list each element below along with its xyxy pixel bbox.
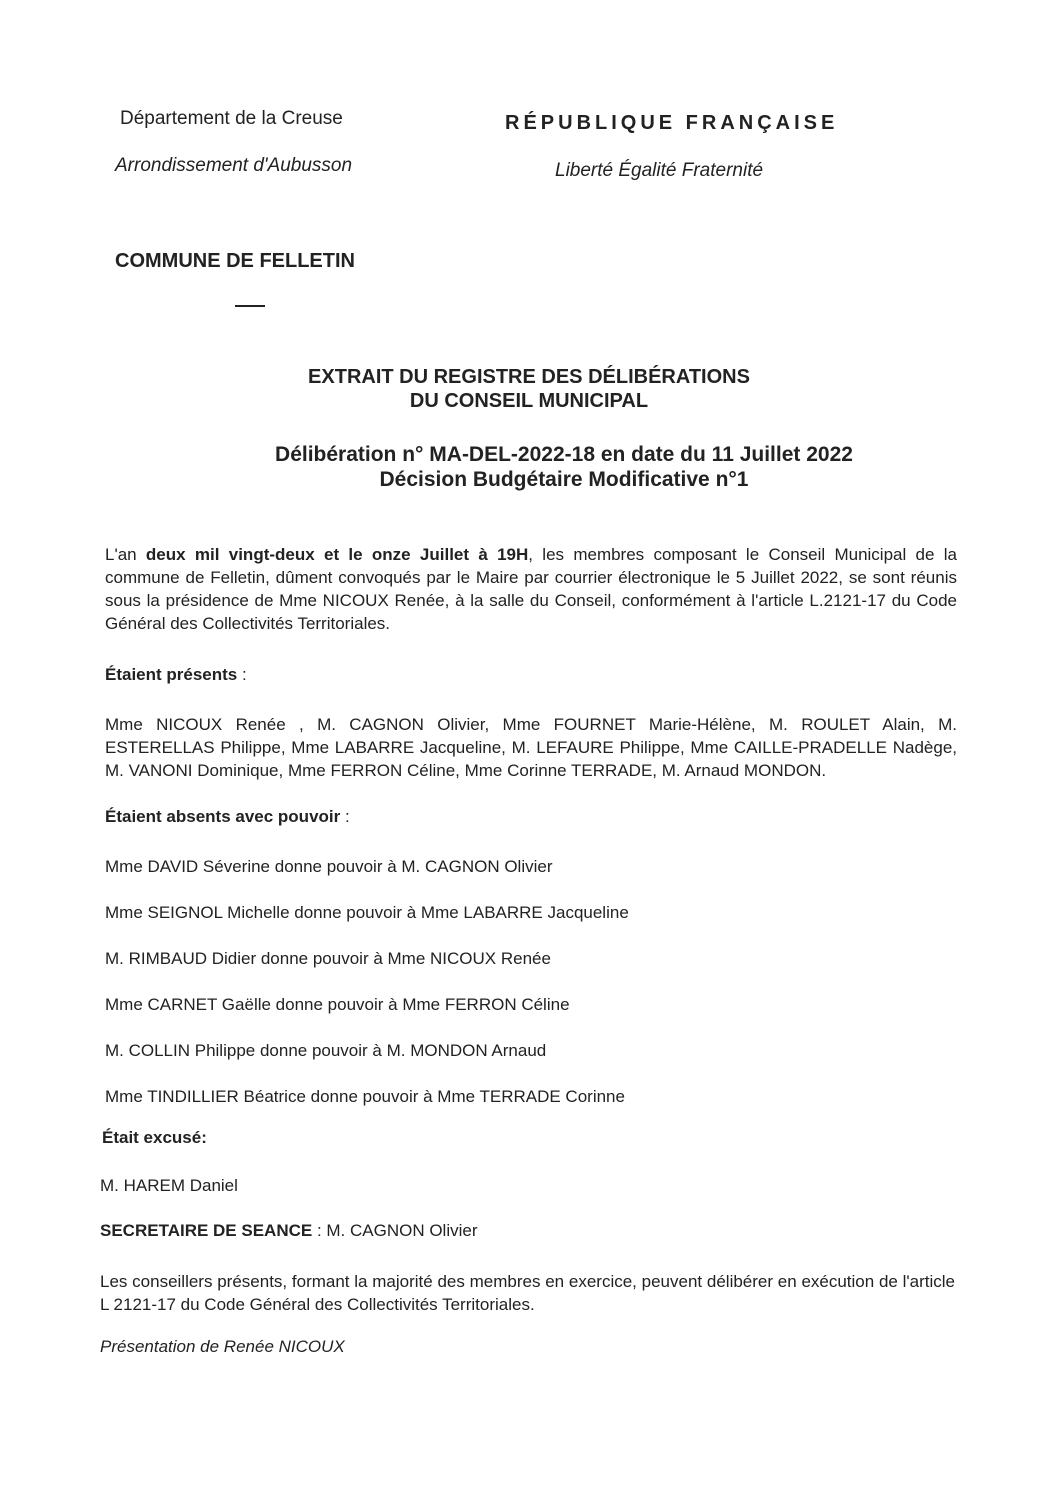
extrait-title-line2: DU CONSEIL MUNICIPAL — [409, 390, 649, 412]
absent-item: Mme SEIGNOL Michelle donne pouvoir à Mme LABARRE Jacqueline — [105, 903, 629, 922]
presents-list: Mme NICOUX Renée , M. CAGNON Olivier, Mme FOURNET Marie-Hélène, M. ROULET Alain, M. ESTERELLAS Philippe, Mme LABARRE Jacqueline, M. LEFAURE Philippe, Mme CAILLE-PRADELLE Nadège, M. VANONI Dominique, Mme FERRON Céline, Mme Corinne TERRADE, M. Arnaud MONDON. — [105, 715, 957, 780]
presents-heading: Étaient présents — [105, 665, 238, 684]
presents-suffix: : — [237, 665, 247, 684]
commune-title: COMMUNE DE FELLETIN — [115, 250, 355, 272]
intro-date: deux mil vingt-deux et le onze Juillet à 19H — [145, 545, 529, 564]
absent-item: Mme CARNET Gaëlle donne pouvoir à Mme FERRON Céline — [105, 995, 570, 1014]
intro-paragraph — [105, 543, 957, 635]
intro-prefix: L'an — [105, 545, 146, 564]
separator-dash — [235, 305, 265, 307]
absent-item: M. RIMBAUD Didier donne pouvoir à Mme NICOUX Renée — [105, 949, 551, 968]
excuse-name: M. HAREM Daniel — [100, 1176, 238, 1195]
decision-title: Décision Budgétaire Modificative n°1 — [379, 468, 749, 491]
secretaire-line — [100, 1221, 478, 1241]
departement: Département de la Creuse — [120, 108, 343, 129]
presentation-note: Présentation de Renée NICOUX — [100, 1337, 345, 1356]
devise: Liberté Égalité Fraternité — [555, 160, 764, 181]
extrait-title-line1: EXTRAIT DU REGISTRE DES DÉLIBÉRATIONS — [308, 366, 750, 388]
absent-item: M. COLLIN Philippe donne pouvoir à M. MONDON Arnaud — [105, 1041, 547, 1060]
absents-heading-line — [105, 807, 350, 827]
arrondissement: Arrondissement d'Aubusson — [115, 155, 353, 176]
quorum-paragraph: Les conseillers présents, formant la majorité des membres en exercice, peuvent délibérer en exécution de l'article L 2121-17 du Code Général des Collectivités Territoriales. — [100, 1272, 955, 1314]
secretaire-label: SECRETAIRE DE SEANCE — [100, 1221, 313, 1240]
presents-heading-line — [105, 665, 247, 685]
absent-item: Mme TINDILLIER Béatrice donne pouvoir à Mme TERRADE Corinne — [105, 1087, 625, 1106]
absents-suffix: : — [340, 807, 350, 826]
secretaire-value: : M. CAGNON Olivier — [312, 1221, 478, 1240]
intro-rest: , les membres composant le Conseil Municipal de la commune de Felletin, dûment convoqués par le Maire par courrier électronique le 5 Juillet 2022, se sont réunis sous la présidence de Mme NICOUX Renée, à la salle du Conseil, conformément à l'article L.2121-17 du Code Général des Collectivités Territoriales. — [105, 545, 957, 633]
republique-francaise: RÉPUBLIQUE FRANÇAISE — [505, 112, 839, 134]
absent-item: Mme DAVID Séverine donne pouvoir à M. CAGNON Olivier — [105, 857, 553, 876]
deliberation-number: Délibération n° MA-DEL-2022-18 en date du 11 Juillet 2022 — [275, 443, 853, 466]
excuse-heading: Était excusé: — [102, 1128, 207, 1147]
absents-heading: Étaient absents avec pouvoir — [105, 807, 341, 826]
